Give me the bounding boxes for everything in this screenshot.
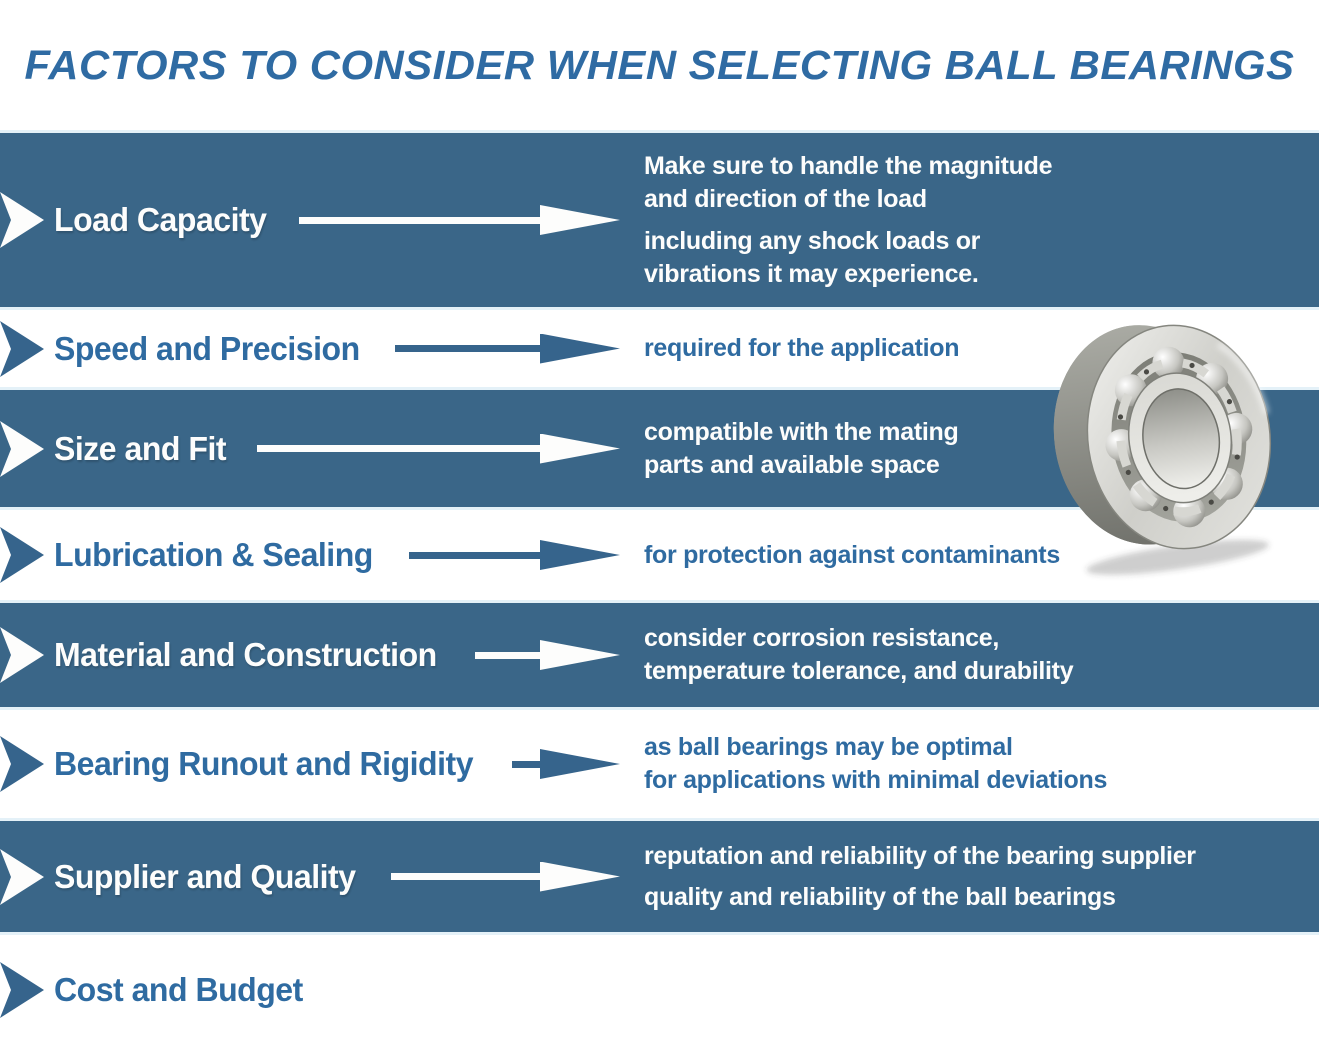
arrow-head-icon bbox=[540, 334, 620, 364]
factor-label: Load Capacity bbox=[54, 201, 267, 238]
desc-line: as ball bearings may be optimal bbox=[644, 733, 1013, 761]
triangle-bullet-icon bbox=[0, 421, 44, 477]
desc-line: consider corrosion resistance, bbox=[644, 624, 1000, 652]
row-lead bbox=[0, 133, 620, 307]
row-lead bbox=[0, 510, 620, 600]
desc-line: and direction of the load bbox=[644, 184, 927, 213]
triangle-bullet-icon bbox=[0, 321, 44, 377]
desc-line: for protection against contaminants bbox=[644, 540, 1060, 569]
arrow-shaft bbox=[395, 345, 541, 352]
row-lead bbox=[0, 935, 620, 1044]
triangle-bullet-icon bbox=[0, 527, 44, 583]
row-lead bbox=[0, 710, 620, 818]
arrow-head-icon bbox=[540, 205, 620, 235]
triangle-bullet-icon bbox=[0, 736, 44, 792]
factor-row-supplier-quality bbox=[0, 818, 1319, 935]
title-area bbox=[0, 0, 1319, 130]
desc-line: including any shock loads or bbox=[644, 226, 981, 255]
desc-line: compatible with the mating bbox=[644, 417, 959, 446]
arrow-shaft bbox=[299, 217, 541, 224]
row-lead bbox=[0, 821, 620, 932]
triangle-bullet-icon bbox=[0, 962, 44, 1018]
desc-line: temperature tolerance, and durability bbox=[644, 657, 1074, 685]
arrow-shaft bbox=[512, 761, 541, 768]
triangle-bullet-icon bbox=[0, 849, 44, 905]
factor-description bbox=[620, 831, 1319, 923]
factor-label: Lubrication & Sealing bbox=[54, 536, 373, 573]
row-lead bbox=[0, 603, 620, 707]
desc-line: Make sure to handle the magnitude bbox=[644, 151, 1053, 180]
arrow-head-icon bbox=[540, 640, 620, 670]
factor-row-runout-rigidity bbox=[0, 710, 1319, 818]
factor-label: Cost and Budget bbox=[54, 970, 303, 1008]
row-lead bbox=[0, 390, 620, 507]
desc-line: quality and reliability of the ball bearings bbox=[644, 882, 1116, 911]
factor-row-load-capacity bbox=[0, 130, 1319, 310]
ball-bearing-photo bbox=[1041, 296, 1319, 586]
factor-row-material-construction bbox=[0, 600, 1319, 710]
arrow-shaft bbox=[475, 652, 541, 659]
factor-description bbox=[620, 613, 1319, 697]
factor-label: Size and Fit bbox=[54, 429, 227, 467]
arrow-head-icon bbox=[540, 540, 620, 570]
desc-line: for applications with minimal deviations bbox=[644, 766, 1108, 794]
factor-label: Material and Construction bbox=[54, 636, 437, 673]
desc-line: required for the application bbox=[644, 334, 960, 362]
factor-row-cost-budget bbox=[0, 935, 1319, 1044]
page-title: FACTORS TO CONSIDER WHEN SELECTING BALL BEARINGS bbox=[24, 41, 1295, 88]
factor-label: Supplier and Quality bbox=[54, 857, 356, 895]
arrow-head-icon bbox=[540, 862, 620, 892]
row-lead bbox=[0, 310, 620, 387]
desc-line: vibrations it may experience. bbox=[644, 259, 979, 288]
factor-label: Speed and Precision bbox=[54, 329, 360, 367]
arrow-shaft bbox=[257, 445, 541, 452]
desc-line: reputation and reliability of the bearing supplier bbox=[644, 841, 1196, 870]
arrow-head-icon bbox=[540, 749, 620, 779]
desc-line: parts and available space bbox=[644, 450, 940, 479]
factor-description bbox=[620, 722, 1319, 806]
arrow-shaft bbox=[391, 873, 541, 880]
factor-description bbox=[620, 141, 1319, 300]
triangle-bullet-icon bbox=[0, 627, 44, 683]
arrow-head-icon bbox=[540, 434, 620, 464]
triangle-bullet-icon bbox=[0, 192, 44, 248]
factor-label: Bearing Runout and Rigidity bbox=[54, 745, 474, 782]
arrow-shaft bbox=[409, 552, 541, 559]
